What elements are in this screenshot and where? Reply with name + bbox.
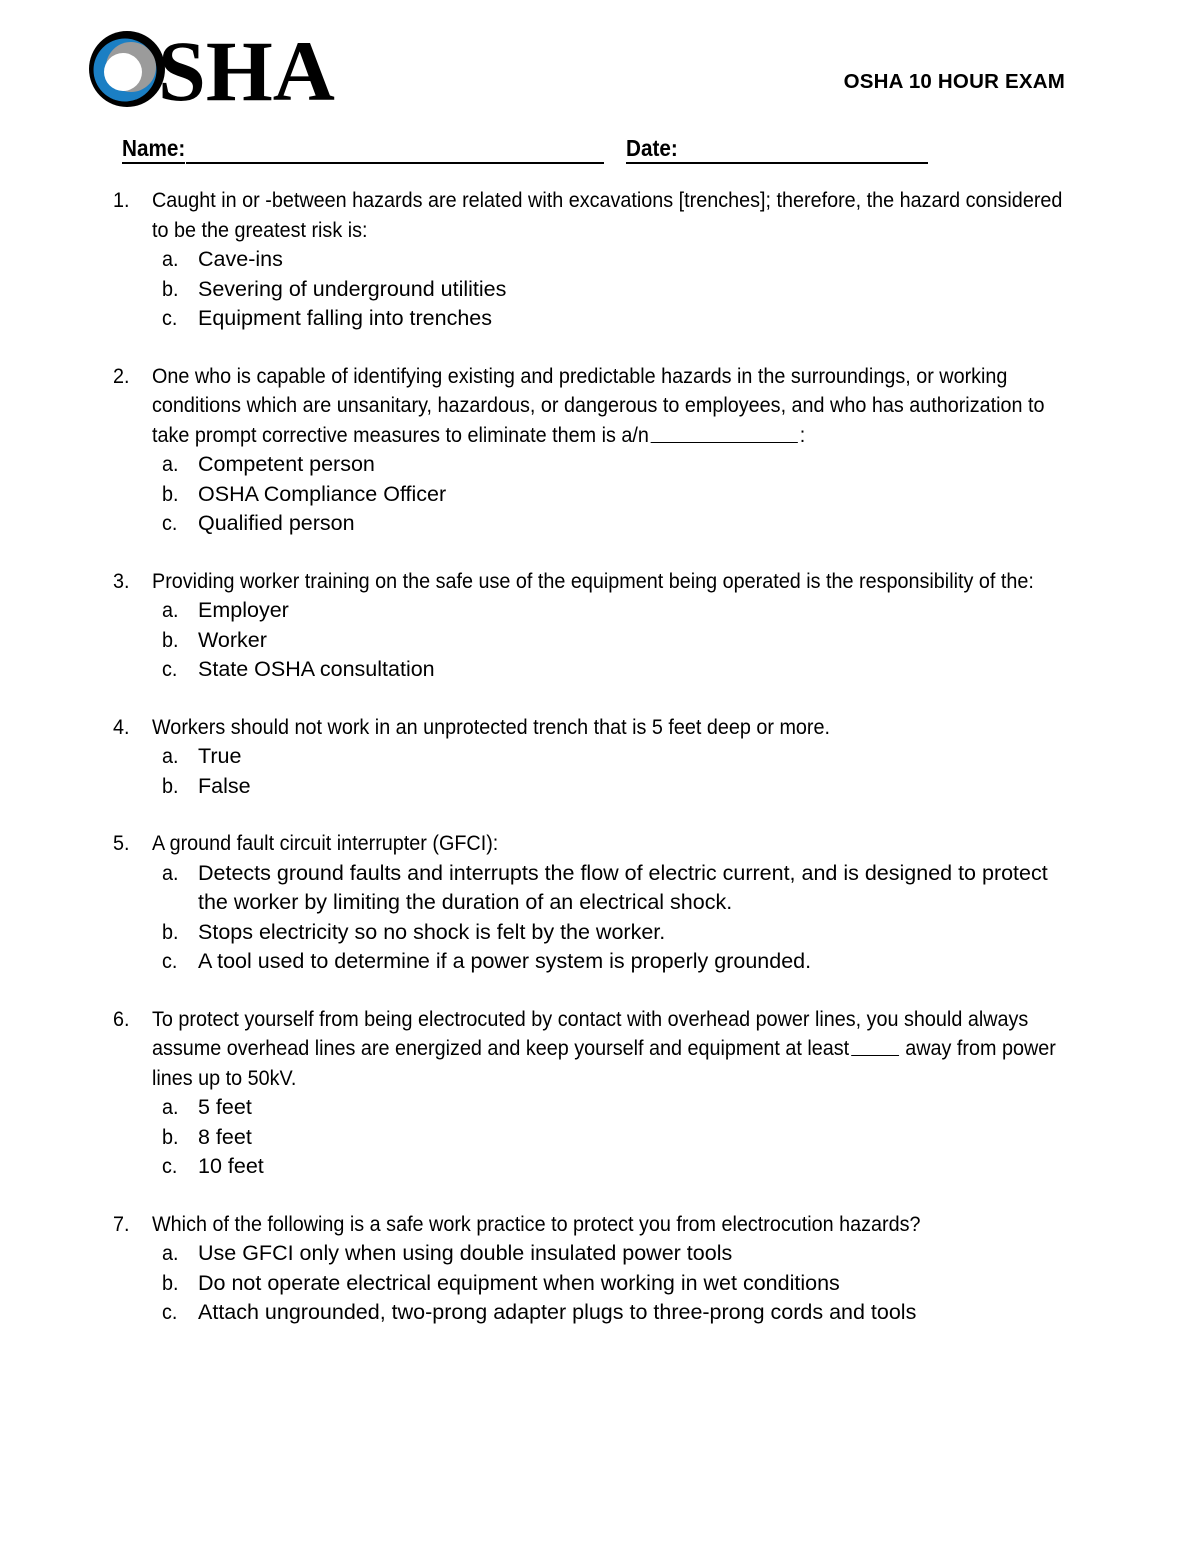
option-item[interactable] xyxy=(152,450,1070,480)
option-text: OSHA Compliance Officer xyxy=(198,481,447,506)
question-text-main: A ground fault circuit interrupter (GFCI): xyxy=(152,831,499,855)
option-text: 10 feet xyxy=(198,1154,264,1178)
date-input-line[interactable] xyxy=(678,137,928,164)
option-text-wrap xyxy=(198,1123,1070,1153)
question-text-main: Providing worker training on the safe use of the equipment being operated is the responsibility of the: xyxy=(152,568,1034,593)
option-item[interactable] xyxy=(152,626,1070,656)
option-letter: c. xyxy=(162,1154,178,1178)
name-field-group xyxy=(122,134,604,164)
question-number: 1. xyxy=(113,188,130,212)
option-letter: a. xyxy=(162,744,179,768)
option-letter: a. xyxy=(162,452,179,476)
logo-center-icon xyxy=(104,53,142,91)
option-text: Use GFCI only when using double insulated power tools xyxy=(198,1241,733,1265)
question-item xyxy=(0,1005,1200,1182)
option-text-wrap xyxy=(198,918,1070,948)
answer-blank[interactable] xyxy=(651,421,798,442)
option-text: Stops electricity so no shock is felt by the worker. xyxy=(198,919,666,944)
option-list xyxy=(152,1093,1070,1182)
osha-logo xyxy=(86,28,346,110)
option-letter: a. xyxy=(162,598,179,622)
question-number: 4. xyxy=(113,714,130,739)
option-text-wrap xyxy=(198,859,1070,918)
osha-logo-svg xyxy=(86,28,346,110)
option-text: Cave-ins xyxy=(198,247,283,271)
option-letter: a. xyxy=(162,1095,179,1119)
option-text-wrap xyxy=(198,742,1070,772)
option-letter: c. xyxy=(162,511,178,535)
option-text: 5 feet xyxy=(198,1095,252,1119)
question-list xyxy=(0,186,1200,1356)
option-item[interactable] xyxy=(152,1269,1070,1299)
option-letter: a. xyxy=(162,1241,179,1265)
question-text-main: Which of the following is a safe work practice to protect you from electrocution hazards? xyxy=(152,1211,921,1236)
name-input-line[interactable] xyxy=(186,137,604,164)
option-text-wrap xyxy=(198,947,1070,977)
question-number: 2. xyxy=(113,363,130,388)
option-text-wrap xyxy=(198,772,1070,802)
option-text-wrap xyxy=(198,450,1070,480)
option-letter: c. xyxy=(162,306,178,330)
question-text-main: Workers should not work in an unprotected trench that is 5 feet deep or more. xyxy=(152,714,831,739)
option-text: Do not operate electrical equipment when working in wet conditions xyxy=(198,1270,840,1295)
option-item[interactable] xyxy=(152,596,1070,626)
question-text-main: To protect yourself from being electrocuted by contact with overhead power lines, you should always assume overhead lines are energized and keep yourself and equipment at least xyxy=(152,1006,1029,1060)
option-text: True xyxy=(198,744,242,768)
question-text-main: Caught in or -between hazards are related with excavations [trenches]; therefore, the hazard considered to be the greatest risk is: xyxy=(152,188,1063,242)
option-text: Attach ungrounded, two-prong adapter plugs to three-prong cords and tools xyxy=(198,1300,917,1324)
option-item[interactable] xyxy=(152,275,1070,305)
question-text-main: One who is capable of identifying existing and predictable hazards in the surroundings, or working conditions which are unsanitary, hazardous, or dangerous to employees, and who has authorization to take prompt corrective measures to eliminate them is a/n xyxy=(152,363,1045,447)
option-item[interactable] xyxy=(152,947,1070,977)
option-text: Competent person xyxy=(198,452,375,476)
option-letter: b. xyxy=(162,773,179,798)
option-text-wrap xyxy=(198,245,1070,275)
page-header xyxy=(0,0,1200,122)
question-number: 5. xyxy=(113,831,130,855)
option-item[interactable] xyxy=(152,1093,1070,1123)
option-text-wrap xyxy=(198,1093,1070,1123)
option-text: False xyxy=(198,773,251,798)
date-field-group xyxy=(626,134,928,164)
option-text-wrap xyxy=(198,480,1070,510)
option-text: Equipment falling into trenches xyxy=(198,306,493,330)
option-text-wrap xyxy=(198,1152,1070,1182)
option-item[interactable] xyxy=(152,1152,1070,1182)
option-text: Employer xyxy=(198,598,289,622)
question-text xyxy=(152,362,1070,451)
option-letter: c. xyxy=(162,657,178,681)
option-letter: b. xyxy=(162,919,179,944)
option-item[interactable] xyxy=(152,918,1070,948)
option-item[interactable] xyxy=(152,1298,1070,1328)
option-text-wrap xyxy=(198,304,1070,334)
option-letter: b. xyxy=(162,1270,179,1295)
option-item[interactable] xyxy=(152,480,1070,510)
option-item[interactable] xyxy=(152,1239,1070,1269)
option-text: Severing of underground utilities xyxy=(198,276,507,301)
question-number: 7. xyxy=(113,1211,130,1236)
option-text-wrap xyxy=(198,509,1070,539)
question-item xyxy=(0,186,1200,334)
option-list xyxy=(152,596,1070,685)
option-list xyxy=(152,245,1070,334)
option-item[interactable] xyxy=(152,772,1070,802)
option-letter: a. xyxy=(162,247,179,271)
option-letter: b. xyxy=(162,481,179,506)
question-item xyxy=(0,713,1200,802)
date-label: Date: xyxy=(626,135,678,164)
question-number: 6. xyxy=(113,1006,130,1031)
question-text xyxy=(152,567,1070,597)
option-text: A tool used to determine if a power system is properly grounded. xyxy=(198,949,812,973)
option-text-wrap xyxy=(198,1269,1070,1299)
option-item[interactable] xyxy=(152,859,1070,918)
option-item[interactable] xyxy=(152,245,1070,275)
option-item[interactable] xyxy=(152,1123,1070,1153)
option-letter: b. xyxy=(162,1124,179,1149)
option-item[interactable] xyxy=(152,655,1070,685)
option-text-wrap xyxy=(198,655,1070,685)
option-letter: b. xyxy=(162,627,179,652)
option-text: Worker xyxy=(198,627,267,652)
question-text xyxy=(152,829,1070,859)
option-text-wrap xyxy=(198,1298,1070,1328)
question-text-tail: : xyxy=(799,422,806,447)
exam-title: OSHA 10 HOUR EXAM xyxy=(843,70,1065,93)
option-text: Detects ground faults and interrupts the flow of electric current, and is designed to protect the worker by limiting the duration of an electrical shock. xyxy=(198,860,1048,914)
option-text: Qualified person xyxy=(198,511,355,535)
question-item xyxy=(0,362,1200,539)
option-list xyxy=(152,1239,1070,1328)
name-date-row xyxy=(0,134,1200,174)
question-text xyxy=(152,713,1070,743)
option-list xyxy=(152,742,1070,801)
option-text: 8 feet xyxy=(198,1124,252,1149)
option-item[interactable] xyxy=(152,509,1070,539)
name-label: Name: xyxy=(122,135,185,164)
logo-wordmark: SHA xyxy=(158,28,335,110)
option-text-wrap xyxy=(198,626,1070,656)
option-text: State OSHA consultation xyxy=(198,657,435,681)
question-item xyxy=(0,567,1200,685)
option-item[interactable] xyxy=(152,742,1070,772)
answer-blank[interactable] xyxy=(851,1035,899,1056)
option-item[interactable] xyxy=(152,304,1070,334)
option-letter: a. xyxy=(162,860,179,885)
option-list xyxy=(152,450,1070,539)
option-text-wrap xyxy=(198,1239,1070,1269)
question-text xyxy=(152,1005,1070,1094)
option-letter: b. xyxy=(162,276,179,301)
option-list xyxy=(152,859,1070,977)
question-text xyxy=(152,186,1070,245)
question-number: 3. xyxy=(113,568,130,593)
question-text xyxy=(152,1210,1070,1240)
option-letter: c. xyxy=(162,1300,178,1324)
option-text-wrap xyxy=(198,596,1070,626)
option-text-wrap xyxy=(198,275,1070,305)
option-letter: c. xyxy=(162,949,178,973)
question-text-tail: away from power lines up to 50kV. xyxy=(152,1036,1056,1090)
question-item xyxy=(0,829,1200,977)
question-item xyxy=(0,1210,1200,1328)
